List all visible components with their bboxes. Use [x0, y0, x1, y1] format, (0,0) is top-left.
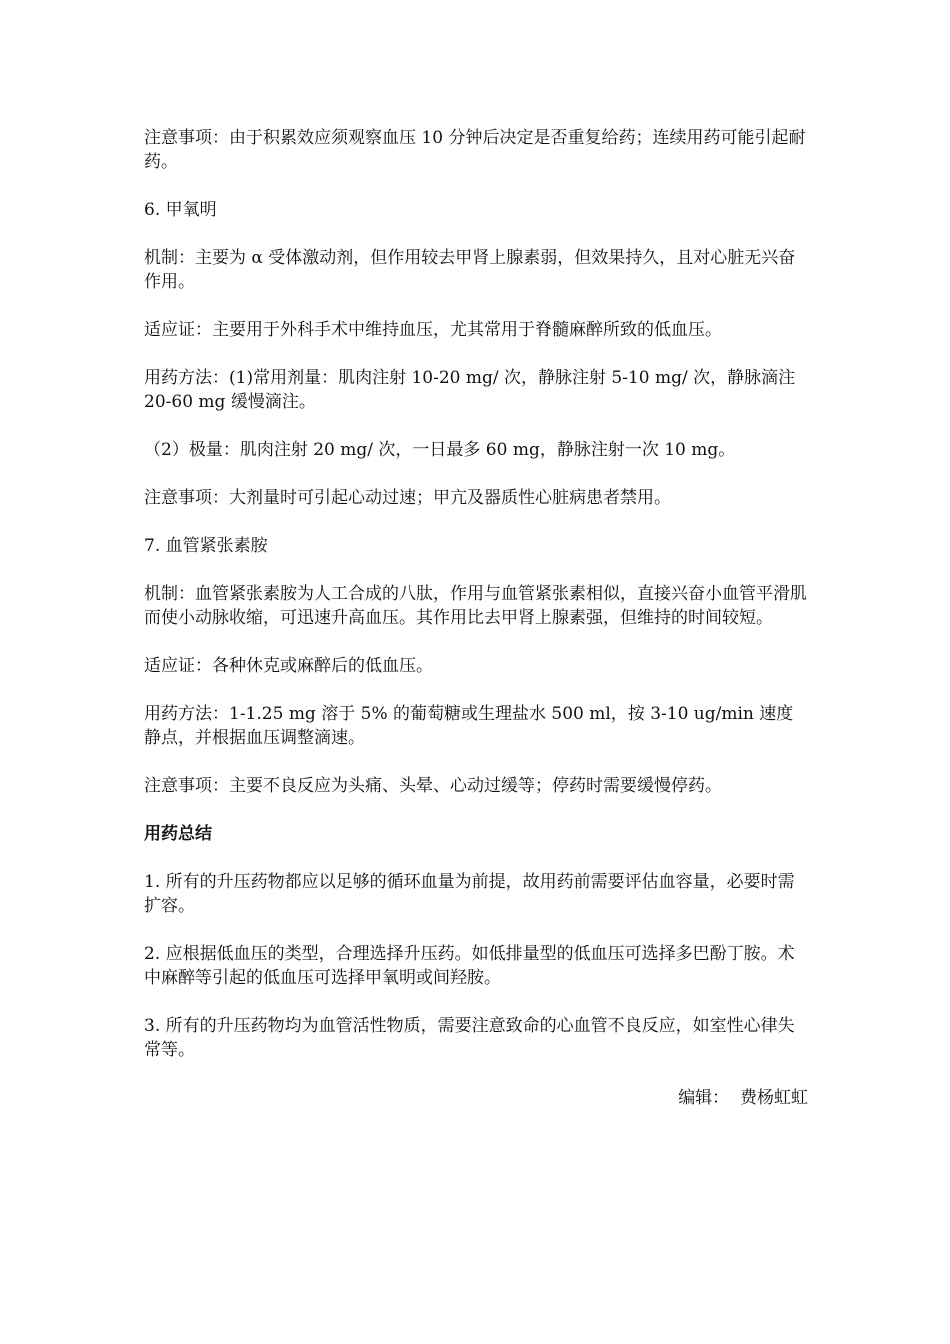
section-heading-angiotensinamide: 7. 血管紧张素胺: [144, 536, 268, 556]
editor-credit: 编辑： 费杨虹虹: [678, 1088, 808, 1108]
summary-item: 1. 所有的升压药物都应以足够的循环血量为前提，故用药前需要评估血容量，必要时需扩容。: [144, 872, 795, 916]
indication-paragraph: 适应证：主要用于外科手术中维持血压，尤其常用于脊髓麻醉所致的低血压。: [144, 320, 722, 340]
precautions-paragraph: 注意事项：大剂量时可引起心动过速；甲亢及器质性心脏病患者禁用。: [144, 488, 671, 508]
summary-item: 2. 应根据低血压的类型，合理选择升压药。如低排量型的低血压可选择多巴酚丁胺。术中麻醉等引起的低血压可选择甲氧明或间羟胺。: [144, 944, 795, 988]
dosage-paragraph: 用药方法：1-1.25 mg 溶于 5% 的葡萄糖或生理盐水 500 ml，按 3-10 ug/min 速度静点，并根据血压调整滴速。: [144, 704, 794, 748]
section-heading-methoxamine: 6. 甲氧明: [144, 200, 217, 220]
mechanism-paragraph: 机制：血管紧张素胺为人工合成的八肽，作用与血管紧张素相似，直接兴奋小血管平滑肌而使小动脉收缩，可迅速升高血压。其作用比去甲肾上腺素强，但维持的时间较短。: [144, 584, 807, 628]
precautions-paragraph: 注意事项：由于积累效应须观察血压 10 分钟后决定是否重复给药；连续用药可能引起耐药。: [144, 128, 806, 172]
mechanism-paragraph: 机制：主要为 α 受体激动剂，但作用较去甲肾上腺素弱，但效果持久，且对心脏无兴奋作用。: [144, 248, 796, 292]
document-body: [144, 126, 808, 1110]
precautions-paragraph: 注意事项：主要不良反应为头痛、头晕、心动过缓等；停药时需要缓慢停药。: [144, 776, 722, 796]
summary-item: 3. 所有的升压药物均为血管活性物质，需要注意致命的心血管不良反应，如室性心律失常等。: [144, 1016, 795, 1060]
summary-heading: 用药总结: [144, 824, 212, 844]
dosage-paragraph: 用药方法：(1)常用剂量：肌肉注射 10-20 mg/ 次，静脉注射 5-10 mg/ 次，静脉滴注 20-60 mg 缓慢滴注。: [144, 368, 801, 412]
max-dose-paragraph: （2）极量：肌肉注射 20 mg/ 次，一日最多 60 mg，静脉注射一次 10 mg。: [144, 440, 736, 460]
indication-paragraph: 适应证：各种休克或麻醉后的低血压。: [144, 656, 433, 676]
